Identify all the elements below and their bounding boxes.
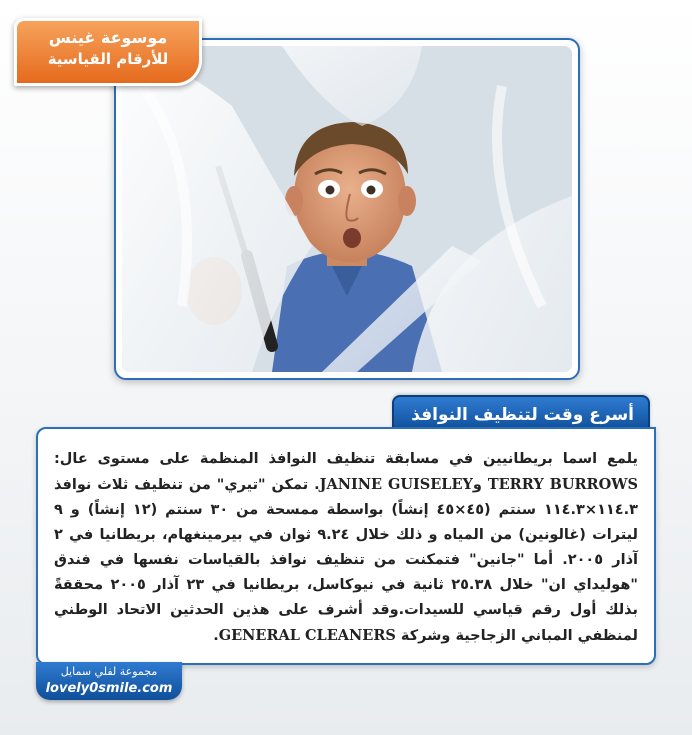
name-janine-guiseley: JANINE GUISELEY [319, 476, 473, 493]
watermark-url: lovely0smile.com [45, 681, 173, 696]
body-segment: . تمكن "تيري" من تنظيف ثلاث نوافذ ١١٤.٣×١١٤.٣ سنتم (٤٥×٤٥ إنشاً) بواسطة ممسحة من ٣٠ سنتم (١٢ إنشاً) و ٩ ليترات (غالونين) من المياه و ذلك خلال ٩.٢٤ ثوان في بيرمينغهام، بريطانيا في ٢ آذار ٢٠٠٥. أما "جانين" فتمكنت من تنظيف نوافذ بالقياسات نفسها في فندق "هوليداي ان" خلال ٢٥.٣٨ ثانية في نيوكاسل، بريطانيا في ٢٣ آذار ٢٠٠٥ محققةً بذلك أول رقم قياسي للسيدات.وقد أشرف على هذين الحدثين الاتحاد الوطني لمنظفي المباني الزجاجية وشركة [54, 477, 639, 644]
guinness-badge [14, 18, 202, 86]
article-title: أسرع وقت لتنظيف النوافذ [392, 395, 650, 431]
company-general-cleaners: GENERAL CLEANERS [218, 627, 396, 644]
body-segment: و [472, 477, 488, 493]
badge-line-1: موسوعة غينس [48, 28, 168, 47]
photo-frame [114, 38, 580, 380]
article-body [54, 447, 638, 649]
article-panel [36, 427, 656, 665]
window-cleaner-photo [122, 46, 572, 372]
name-terry-burrows: TERRY BURROWS [487, 476, 638, 493]
watermark-group-name: مجموعة لفلي سمايل [60, 665, 158, 678]
body-segment: يلمع اسما بريطانيين في مسابقة تنظيف النوافذ المنظمة على مستوى عال: [54, 451, 638, 467]
site-watermark [36, 662, 182, 700]
body-segment: . [213, 628, 219, 644]
photo-illustration [122, 46, 572, 372]
badge-line-2: للأرقام القياسية [47, 50, 169, 68]
